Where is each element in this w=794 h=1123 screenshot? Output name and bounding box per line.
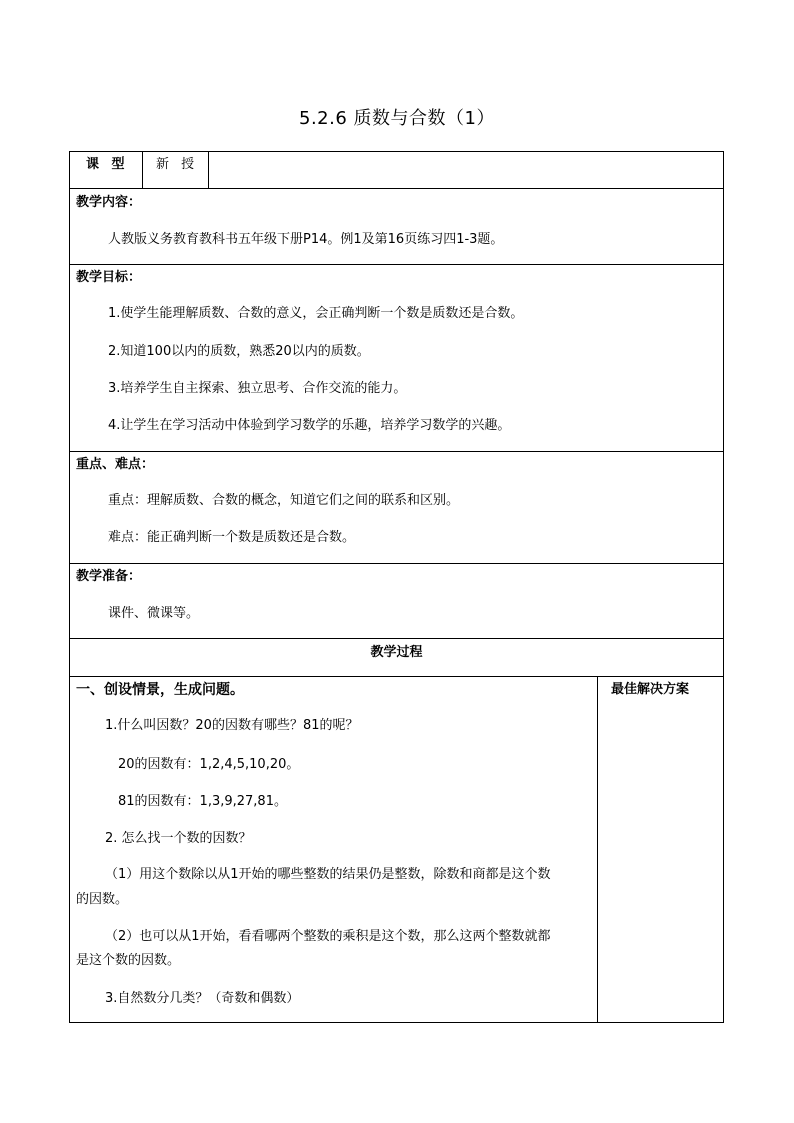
- preparation-row: [70, 564, 723, 639]
- method-1-line-1: （1）用这个数除以从1开始的哪些整数的结果仍是整数，除数和商都是这个数: [105, 867, 551, 882]
- goal-item: 1.使学生能理解质数、合数的意义，会正确判断一个数是质数还是合数。: [108, 306, 524, 321]
- best-solution-heading: 最佳解决方案: [611, 682, 690, 697]
- question-2: 2. 怎么找一个数的因数？: [105, 831, 252, 846]
- method-2-line-2: 是这个数的因数。: [76, 953, 181, 968]
- goal-item: 2.知道100以内的质数，熟悉20以内的质数。: [108, 344, 370, 359]
- question-1: 1.什么叫因数？20的因数有哪些？81的呢？: [105, 718, 359, 733]
- preparation-heading: 教学准备：: [76, 569, 142, 584]
- key-points-row: [70, 452, 723, 564]
- answer-20: 20的因数有：1,2,4,5,10,20。: [118, 757, 300, 772]
- process-heading: 教学过程: [370, 645, 423, 660]
- process-heading-row: [70, 639, 723, 677]
- lesson-type-row: [70, 152, 723, 189]
- method-1-line-2: 的因数。: [76, 892, 129, 907]
- column-divider: [597, 677, 598, 1022]
- answer-81: 81的因数有：1,3,9,27,81。: [118, 794, 287, 809]
- teaching-content-heading: 教学内容：: [76, 195, 142, 210]
- question-3: 3.自然数分几类？（奇数和偶数）: [105, 991, 300, 1006]
- lesson-plan-table: [69, 151, 724, 1023]
- cell-divider: [142, 152, 143, 189]
- page-title: 5.2.6 质数与合数（1）: [299, 108, 495, 129]
- goal-item: 4.让学生在学习活动中体验到学习数学的乐趣，培养学习数学的兴趣。: [108, 418, 511, 433]
- process-step-row: [70, 677, 723, 1022]
- preparation-text: 课件、微课等。: [108, 606, 200, 621]
- teaching-content-text: 人教版义务教育教科书五年级下册P14。例1及第16页练习四1-3题。: [108, 232, 504, 247]
- cell-divider: [208, 152, 209, 189]
- step-heading: 一、创设情景，生成问题。: [76, 682, 244, 698]
- lesson-type-value: 新 授: [156, 157, 199, 172]
- method-2-line-1: （2）也可以从1开始，看看哪两个整数的乘积是这个数，那么这两个整数就都: [105, 929, 551, 944]
- teaching-content-row: [70, 189, 723, 265]
- difficult-point-text: 难点：能正确判断一个数是质数还是合数。: [108, 530, 356, 545]
- goal-item: 3.培养学生自主探索、独立思考、合作交流的能力。: [108, 381, 407, 396]
- lesson-type-label: 课 型: [86, 157, 129, 172]
- teaching-goals-heading: 教学目标：: [76, 270, 142, 285]
- teaching-goals-row: [70, 265, 723, 452]
- key-points-heading: 重点、难点：: [76, 457, 155, 472]
- key-point-text: 重点：理解质数、合数的概念，知道它们之间的联系和区别。: [108, 493, 460, 508]
